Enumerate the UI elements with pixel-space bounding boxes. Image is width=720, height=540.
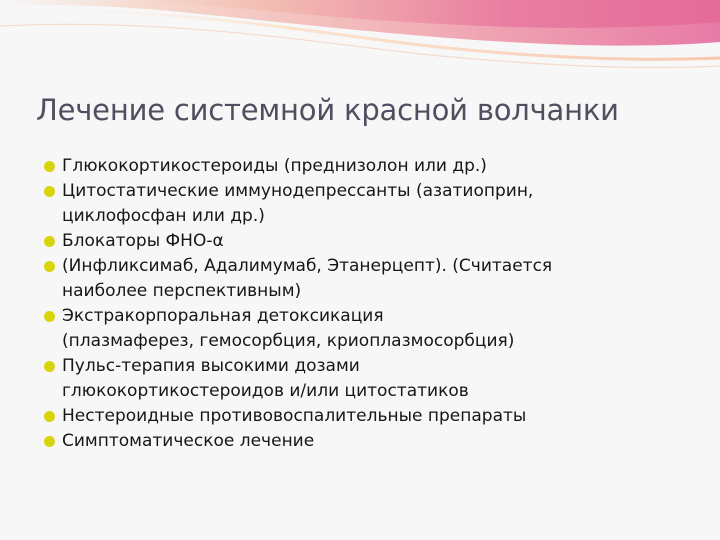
bullet-dot-icon [44,361,55,372]
bullet-text-line: циклофосфан или др.) [62,206,265,226]
bullet-item [44,404,704,429]
bullet-dot-icon [44,161,55,172]
slide-title: Лечение системной красной волчанки [36,93,619,127]
bullet-item [44,229,704,254]
bullet-dot-icon [44,236,55,247]
bullet-text-line: Симптоматическое лечение [62,431,315,451]
bullet-dot-icon [44,311,55,322]
bullet-dot-icon [44,436,55,447]
bullet-item [44,429,704,454]
bullet-item [44,304,704,354]
bullet-list [44,154,704,454]
decorative-wave-header [0,0,720,90]
bullet-text-line: (плазмаферез, гемосорбция, криоплазмосорбция) [62,331,515,351]
bullet-dot-icon [44,411,55,422]
bullet-text-line: Цитостатические иммунодепрессанты (азатиоприн, [62,181,534,201]
bullet-text-line: (Инфликсимаб, Адалимумаб, Этанерцепт). (Считается [62,256,553,276]
bullet-text-line: Экстракорпоральная детоксикация [62,306,384,326]
bullet-text-line: Глюкокортикостероиды (преднизолон или др.) [62,156,487,176]
bullet-item [44,254,704,304]
bullet-dot-icon [44,261,55,272]
bullet-text-line: наиболее перспективным) [62,281,302,301]
bullet-item [44,154,704,179]
bullet-text-line: глюкокортикостероидов и/или цитостатиков [62,381,469,401]
bullet-dot-icon [44,186,55,197]
bullet-text-line: Блокаторы ФНО-α [62,231,224,251]
bullet-text-line: Пульс-терапия высокими дозами [62,356,360,376]
bullet-item [44,179,704,229]
bullet-text-line: Нестероидные противовоспалительные препараты [62,406,527,426]
bullet-item [44,354,704,404]
